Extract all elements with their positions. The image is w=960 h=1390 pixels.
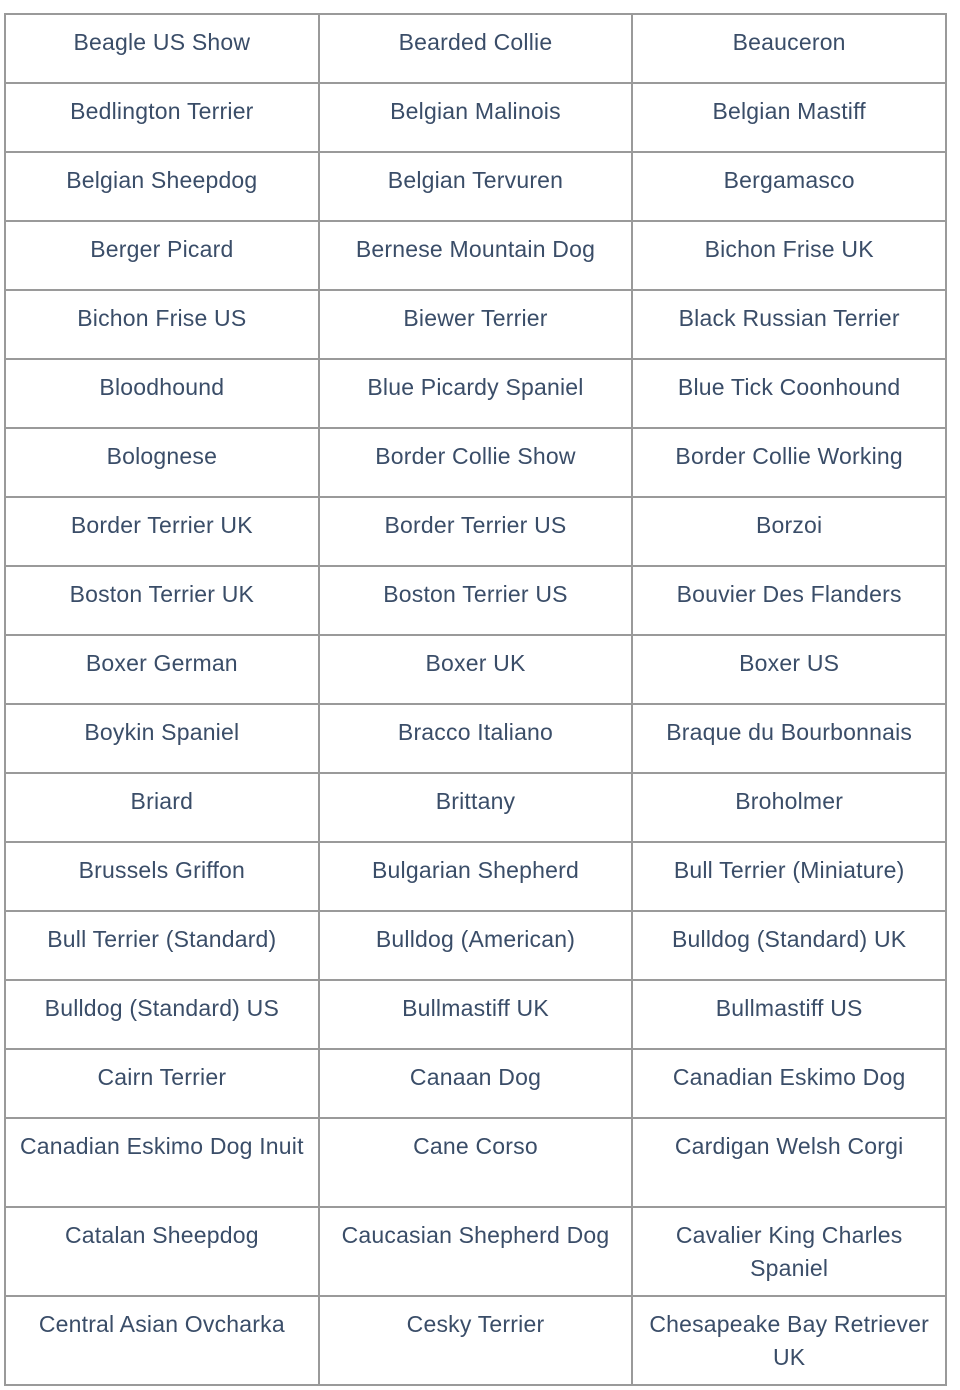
breed-cell: Boston Terrier US bbox=[319, 566, 633, 635]
breed-cell: Black Russian Terrier bbox=[632, 290, 946, 359]
breed-cell: Cardigan Welsh Corgi bbox=[632, 1118, 946, 1207]
breed-cell: Braque du Bourbonnais bbox=[632, 704, 946, 773]
table-row bbox=[5, 980, 946, 1049]
table-row bbox=[5, 83, 946, 152]
breed-cell: Blue Tick Coonhound bbox=[632, 359, 946, 428]
breed-cell: Bulgarian Shepherd bbox=[319, 842, 633, 911]
breed-cell: Bearded Collie bbox=[319, 14, 633, 83]
table-row bbox=[5, 221, 946, 290]
breed-cell: Biewer Terrier bbox=[319, 290, 633, 359]
table-row bbox=[5, 635, 946, 704]
breed-cell: Central Asian Ovcharka bbox=[5, 1296, 319, 1385]
table-row bbox=[5, 1207, 946, 1296]
breed-cell: Chesapeake Bay Retriever UK bbox=[632, 1296, 946, 1385]
breed-cell: Canadian Eskimo Dog bbox=[632, 1049, 946, 1118]
breed-cell: Blue Picardy Spaniel bbox=[319, 359, 633, 428]
breed-cell: Belgian Sheepdog bbox=[5, 152, 319, 221]
breed-cell: Border Terrier UK bbox=[5, 497, 319, 566]
breed-cell: Bracco Italiano bbox=[319, 704, 633, 773]
breed-cell: Bolognese bbox=[5, 428, 319, 497]
table-row bbox=[5, 428, 946, 497]
breed-cell: Bichon Frise UK bbox=[632, 221, 946, 290]
breed-cell: Beauceron bbox=[632, 14, 946, 83]
breed-cell: Broholmer bbox=[632, 773, 946, 842]
breed-cell: Border Collie Show bbox=[319, 428, 633, 497]
breed-cell: Bull Terrier (Standard) bbox=[5, 911, 319, 980]
breed-cell: Boxer German bbox=[5, 635, 319, 704]
table-row bbox=[5, 566, 946, 635]
table-row bbox=[5, 1049, 946, 1118]
table-row bbox=[5, 14, 946, 83]
breed-cell: Belgian Mastiff bbox=[632, 83, 946, 152]
breed-cell: Bergamasco bbox=[632, 152, 946, 221]
breed-cell: Bouvier Des Flanders bbox=[632, 566, 946, 635]
table-row bbox=[5, 842, 946, 911]
breed-cell: Belgian Tervuren bbox=[319, 152, 633, 221]
table-row bbox=[5, 1118, 946, 1207]
table-row bbox=[5, 704, 946, 773]
breed-cell: Cairn Terrier bbox=[5, 1049, 319, 1118]
table-row bbox=[5, 911, 946, 980]
breed-cell: Boykin Spaniel bbox=[5, 704, 319, 773]
table-row bbox=[5, 773, 946, 842]
breed-cell: Borzoi bbox=[632, 497, 946, 566]
breed-cell: Bichon Frise US bbox=[5, 290, 319, 359]
breed-cell: Border Terrier US bbox=[319, 497, 633, 566]
breed-cell: Canadian Eskimo Dog Inuit bbox=[5, 1118, 319, 1207]
breed-table bbox=[4, 13, 947, 1386]
table-row bbox=[5, 497, 946, 566]
table-row bbox=[5, 152, 946, 221]
breed-cell: Cesky Terrier bbox=[319, 1296, 633, 1385]
breed-cell: Border Collie Working bbox=[632, 428, 946, 497]
breed-cell: Boxer UK bbox=[319, 635, 633, 704]
breed-cell: Cane Corso bbox=[319, 1118, 633, 1207]
breed-cell: Brussels Griffon bbox=[5, 842, 319, 911]
table-row bbox=[5, 1296, 946, 1385]
breed-cell: Bloodhound bbox=[5, 359, 319, 428]
breed-cell: Cavalier King Charles Spaniel bbox=[632, 1207, 946, 1296]
breed-cell: Bulldog (Standard) UK bbox=[632, 911, 946, 980]
breed-cell: Bull Terrier (Miniature) bbox=[632, 842, 946, 911]
breed-cell: Catalan Sheepdog bbox=[5, 1207, 319, 1296]
breed-table-body bbox=[5, 14, 946, 1385]
breed-cell: Bernese Mountain Dog bbox=[319, 221, 633, 290]
breed-cell: Bulldog (Standard) US bbox=[5, 980, 319, 1049]
breed-cell: Briard bbox=[5, 773, 319, 842]
breed-cell: Boxer US bbox=[632, 635, 946, 704]
breed-cell: Belgian Malinois bbox=[319, 83, 633, 152]
breed-cell: Beagle US Show bbox=[5, 14, 319, 83]
breed-cell: Bullmastiff US bbox=[632, 980, 946, 1049]
breed-cell: Berger Picard bbox=[5, 221, 319, 290]
breed-cell: Caucasian Shepherd Dog bbox=[319, 1207, 633, 1296]
breed-cell: Bullmastiff UK bbox=[319, 980, 633, 1049]
breed-cell: Bedlington Terrier bbox=[5, 83, 319, 152]
table-row bbox=[5, 359, 946, 428]
breed-cell: Canaan Dog bbox=[319, 1049, 633, 1118]
breed-cell: Bulldog (American) bbox=[319, 911, 633, 980]
table-row bbox=[5, 290, 946, 359]
breed-cell: Brittany bbox=[319, 773, 633, 842]
breed-cell: Boston Terrier UK bbox=[5, 566, 319, 635]
